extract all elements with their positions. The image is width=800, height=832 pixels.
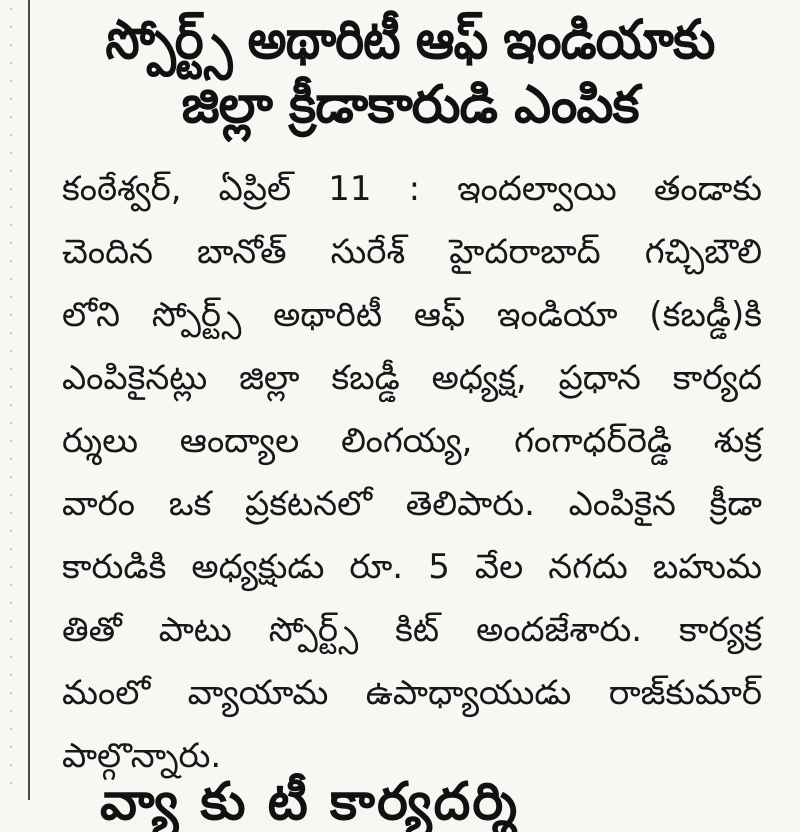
- article-body: [62, 158, 762, 788]
- next-article-headline-cropped: వ్యా కు టీ కార్యదర్శి: [100, 772, 520, 832]
- body-line-8: తితో పాటు స్పోర్ట్స్ కిట్ అందజేశారు. కార్యక్ర: [62, 610, 762, 650]
- body-line-7: కారుడికి అధ్యక్షుడు రూ. 5 వేల నగదు బహుమ: [62, 547, 762, 587]
- body-line-5: ర్శులు ఆంద్యాల లింగయ్య, గంగాధర్‌రెడ్డి శుక్ర: [62, 421, 762, 461]
- body-line-2: చెందిన బానోత్ సురేశ్ హైదరాబాద్ గచ్చిబౌలి: [62, 232, 762, 272]
- body-line-4: ఎంపికైనట్లు జిల్లా కబడ్డీ అధ్యక్ష, ప్రధాన కార్యద: [62, 358, 762, 398]
- body-line-9: మంలో వ్యాయామ ఉపాధ్యాయుడు రాజ్‌కుమార్: [62, 673, 762, 713]
- body-line-1: కంఠేశ్వర్, ఏప్రిల్ 11 : ఇందల్వాయి తండాకు: [62, 169, 762, 209]
- headline-line-1: స్పోర్ట్స్ అథారిటీ ఆఫ్ ఇండియాకు: [105, 8, 715, 71]
- body-line-6: వారం ఒక ప్రకటనలో తెలిపారు. ఎంపికైన క్రీడా: [62, 484, 762, 524]
- column-divider-line: [28, 0, 30, 800]
- headline-line-2: జిల్లా క్రీడాకారుడి ఎంపిక: [181, 75, 639, 135]
- article-headline: [40, 8, 780, 138]
- body-line-10: పాల్గొన్నారు.: [62, 736, 222, 776]
- adjacent-column-edge: [6, 0, 16, 800]
- body-line-3: లోని స్పోర్ట్స్ అథారిటీ ఆఫ్ ఇండియా (కబడ్డీ)కి: [62, 295, 762, 335]
